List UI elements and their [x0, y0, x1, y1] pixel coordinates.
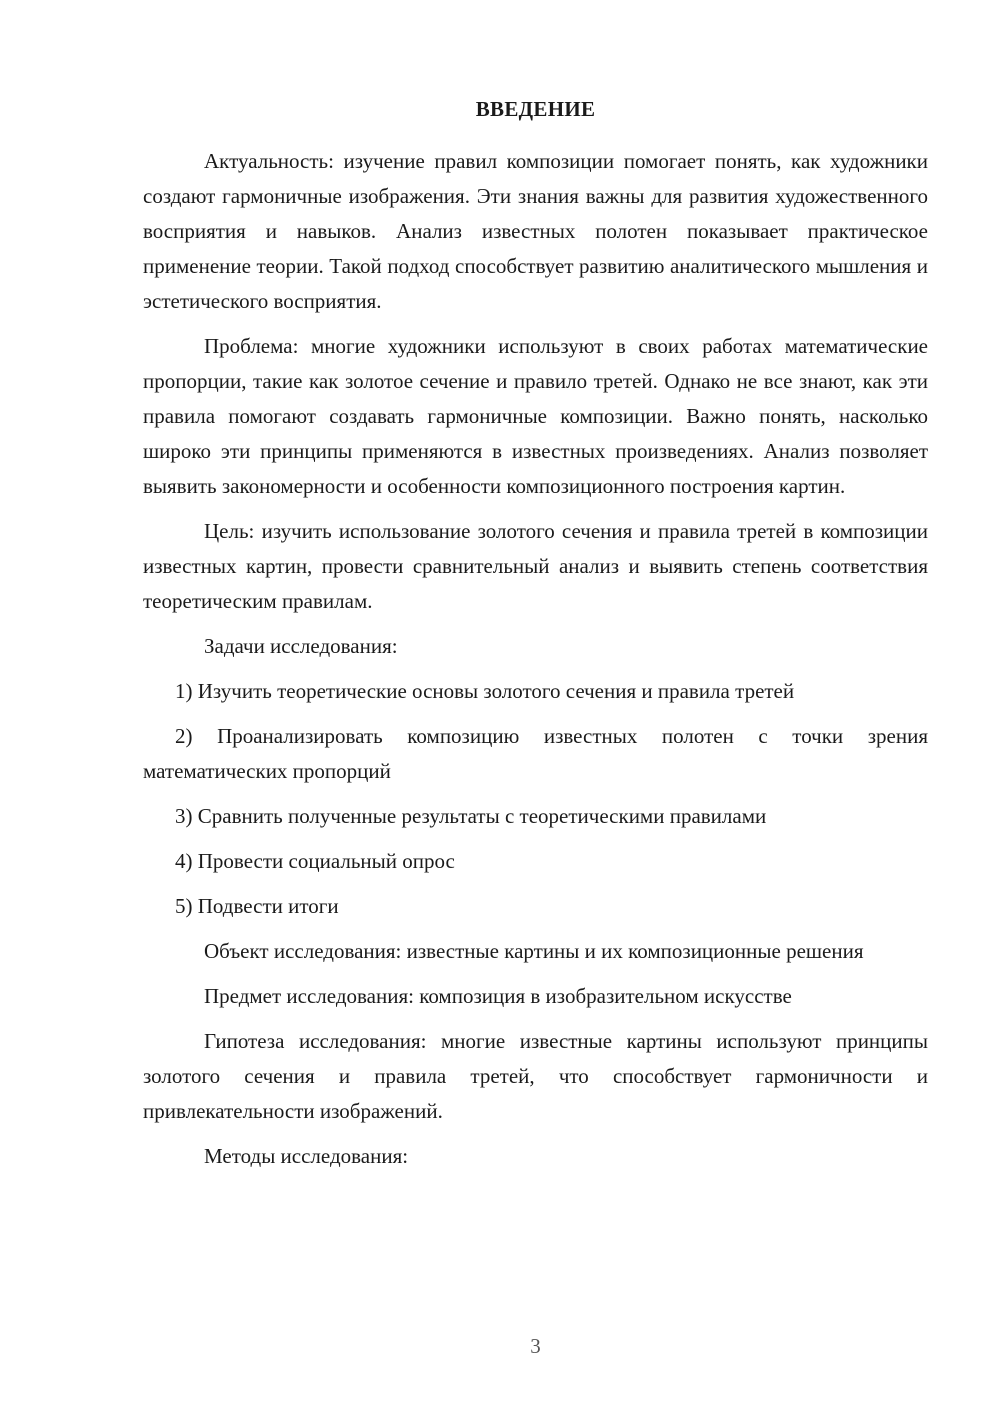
page-number: 3 [530, 1334, 541, 1358]
paragraph-relevance: Актуальность: изучение правил композиции помогает понять, как художники создают гармоничные изображения. Эти знания важны для развития художественного восприятия и навыков. Анализ известных полотен показывает практическое применение теории. Такой подход способствует развитию аналитического мышления и эстетического восприятия. [143, 149, 928, 313]
document-page [143, 0, 928, 1414]
tasks-heading: Задачи исследования: [204, 634, 398, 658]
paragraph-goal: Цель: изучить использование золотого сечения и правила третей в композиции известных картин, провести сравнительный анализ и выявить степень соответствия теоретическим правилам. [143, 519, 928, 613]
paragraph-methods: Методы исследования: [204, 1144, 409, 1168]
paragraph-subject: Предмет исследования: композиция в изобразительном искусстве [204, 984, 792, 1008]
paragraph-hypothesis: Гипотеза исследования: многие известные картины используют принципы золотого сечения и правила третей, что способствует гармоничности и привлекательности изображений. [143, 1029, 928, 1123]
paragraph-object: Объект исследования: известные картины и их композиционные решения [204, 939, 864, 963]
task-item-5: 5) Подвести итоги [175, 894, 339, 918]
task-item-2: 2) Проанализировать композицию известных полотен с точки зрения математических пропорций [143, 724, 928, 783]
task-item-1: 1) Изучить теоретические основы золотого сечения и правила третей [175, 679, 795, 703]
task-item-3: 3) Сравнить полученные результаты с теоретическими правилами [175, 804, 767, 828]
page-title: ВВЕДЕНИЕ [475, 97, 596, 121]
task-item-4: 4) Провести социальный опрос [175, 849, 455, 873]
paragraph-problem: Проблема: многие художники используют в своих работах математические пропорции, такие как золотое сечение и правило третей. Однако не все знают, как эти правила помогают создавать гармоничные композиции. Важно понять, насколько широко эти принципы применяются в известных произведениях. Анализ позволяет выявить закономерности и особенности композиционного построения картин. [143, 334, 928, 498]
document-body [143, 144, 928, 1174]
